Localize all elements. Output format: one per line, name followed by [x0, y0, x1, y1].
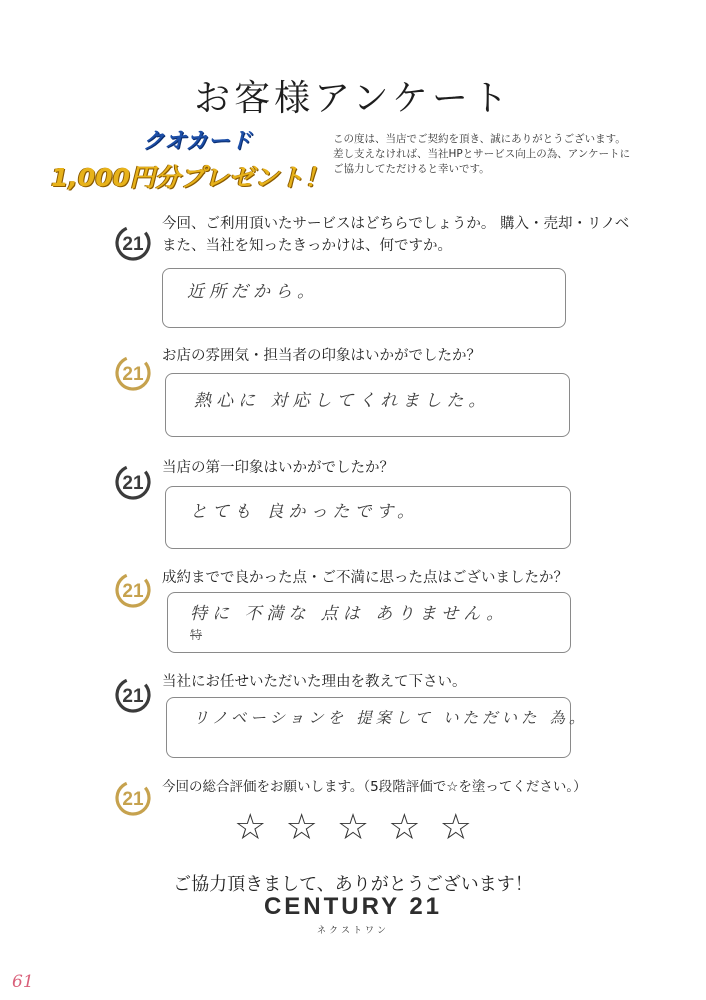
question-3-text: 当店の第一印象はいかがでしたか？ — [162, 460, 394, 476]
svg-text:21: 21 — [122, 473, 144, 494]
answer-2-text: 熱心に 対応してくれました。 — [194, 391, 491, 411]
promo-quo-card: クオカード — [142, 129, 252, 154]
crossed-out-mark: 特 — [190, 628, 203, 642]
svg-text:21: 21 — [122, 581, 144, 602]
answer-4-text: 特に 不満な 点は ありません。 — [190, 604, 509, 624]
question-6-text: 今回の総合評価をお願いします。（5段階評価で☆を塗ってください。） — [162, 779, 587, 795]
svg-text:21: 21 — [122, 234, 144, 255]
star-4-icon[interactable]: ☆ — [388, 807, 421, 848]
century21-badge-icon — [114, 571, 152, 609]
star-5-icon[interactable]: ☆ — [439, 807, 472, 848]
answer-1-text: 近所だから。 — [187, 282, 319, 302]
svg-text:21: 21 — [122, 686, 144, 707]
century21-badge-icon — [114, 224, 152, 262]
century21-logo: CENTURY 21 — [263, 893, 443, 920]
page-number: 61 — [12, 972, 34, 992]
answer-box-5[interactable] — [166, 697, 589, 758]
svg-text:21: 21 — [122, 364, 144, 385]
page-title: お客様アンケート — [194, 78, 512, 119]
intro-line: 差し支えなければ、当社HPとサービス向上の為、アンケートに — [333, 148, 631, 160]
intro-line: ご協力してただけると幸いです。 — [333, 163, 490, 175]
question-line: また、当社を知ったきっかけは、何ですか。 — [162, 238, 452, 254]
intro-text — [333, 132, 663, 177]
star-2-icon[interactable]: ☆ — [285, 807, 318, 848]
question-2-text: お店の雰囲気・担当者の印象はいかがでしたか？ — [162, 348, 481, 364]
answer-box-4[interactable] — [167, 592, 571, 653]
question-5-text: 当社にお任せいただいた理由を教えて下さい。 — [162, 674, 467, 690]
answer-box-2[interactable] — [165, 373, 570, 437]
svg-text:21: 21 — [122, 789, 144, 810]
answer-box-3[interactable] — [165, 486, 571, 549]
century21-badge-icon — [114, 354, 152, 392]
intro-line: この度は、当店でご契約を頂き、誠にありがとうございます。 — [333, 133, 626, 145]
answer-5-text: リノベーションを 提案して いただいた 為。 — [193, 709, 589, 727]
question-4-text: 成約までで良かった点・ご不満に思った点はございましたか？ — [162, 570, 568, 586]
star-3-icon[interactable]: ☆ — [336, 807, 370, 848]
question-line: 今回、ご利用頂いたサービスはどちらでしょうか。 購入・売却・リノベ — [162, 216, 630, 232]
question-1-text — [162, 213, 629, 257]
star-1-icon[interactable]: ☆ — [234, 807, 267, 848]
branch-name: ネクストワン — [317, 926, 389, 936]
answer-3-text: とても 良かったです。 — [190, 502, 420, 522]
century21-badge-icon — [114, 463, 152, 501]
thanks-message: ご協力頂きまして、ありがとうございます！ — [173, 874, 533, 895]
answer-box-1[interactable] — [162, 268, 566, 328]
century21-badge-icon — [114, 676, 152, 714]
promo-gift-amount: 1,000円分プレゼント！ — [50, 163, 330, 192]
rating-stars — [0, 808, 706, 848]
